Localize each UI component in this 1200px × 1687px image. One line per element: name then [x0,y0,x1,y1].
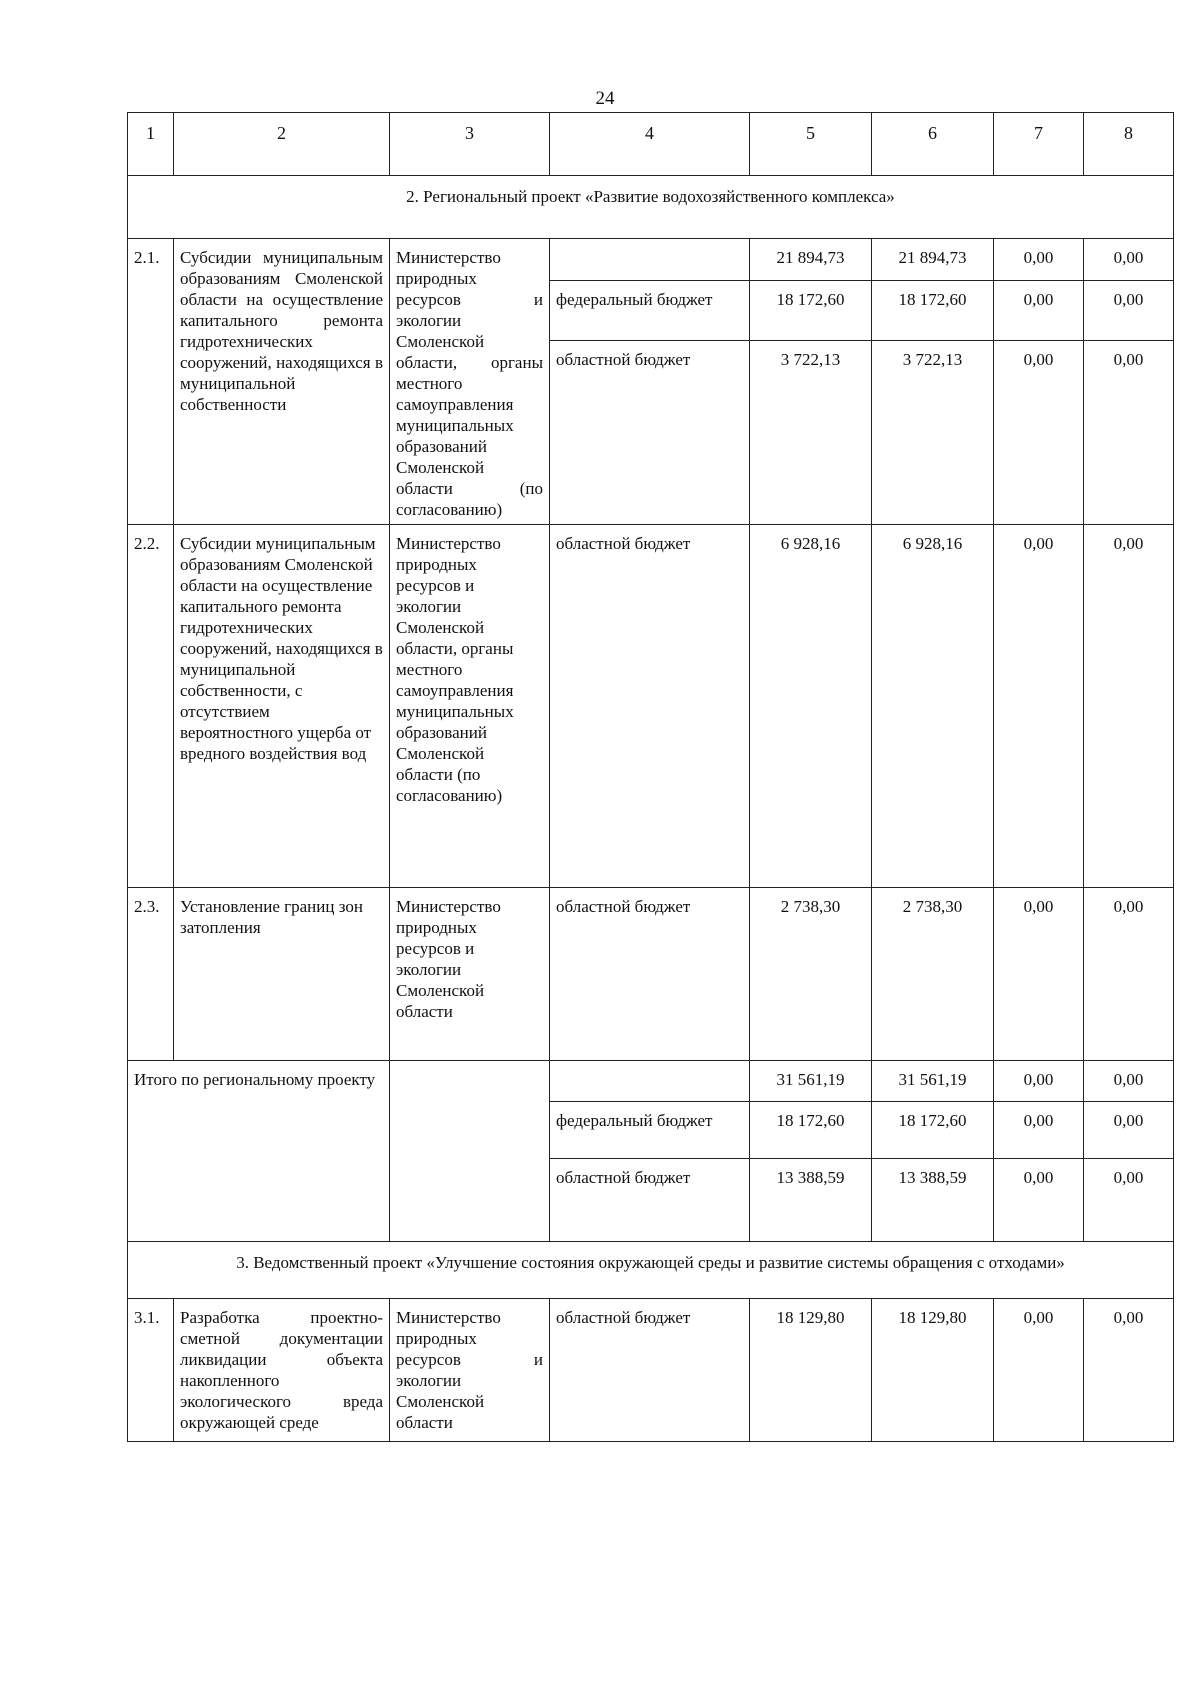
funding-source [550,1061,750,1102]
page-number: 24 [595,88,615,109]
row-number: 2.2. [128,525,174,888]
funding-source: областной бюджет [550,525,750,888]
table-row [128,1061,1174,1102]
section-title: 3. Ведомственный проект «Улучшение состояния окружающей среды и развитие системы обращения с отходами» [128,1242,1174,1299]
value-cell: 0,00 [1084,1299,1174,1442]
value-cell: 0,00 [994,1159,1084,1242]
value-cell: 0,00 [1084,1061,1174,1102]
value-cell: 0,00 [994,1102,1084,1159]
funding-source: федеральный бюджет [550,281,750,340]
value-cell: 18 172,60 [750,1102,872,1159]
value-cell: 0,00 [1084,340,1174,524]
total-label: Итого по региональному проекту [128,1061,390,1242]
column-header: 8 [1084,113,1174,176]
section-title-row [128,1242,1174,1299]
value-cell: 0,00 [994,1061,1084,1102]
value-cell: 0,00 [1084,281,1174,340]
measure-name: Разработка проектно-сметной документации ликвидации объекта накопленного экологического вреда окружающей среде [174,1299,390,1442]
value-cell: 0,00 [994,239,1084,281]
value-cell: 2 738,30 [872,888,994,1061]
section-title-row [128,176,1174,239]
executor: Министерство природных ресурсов и экологии Смоленской области [390,1299,550,1442]
measure-name: Субсидии муниципальным образованиям Смоленской области на осуществление капитального ремонта гидротехнических сооружений, находящихся в муниципальной собственности, с отсутствием вероятностного ущерба от вредного воздействия вод [174,525,390,888]
section-title: 2. Региональный проект «Развитие водохозяйственного комплекса» [128,176,1174,239]
funding-source: областной бюджет [550,340,750,524]
value-cell: 18 129,80 [872,1299,994,1442]
value-cell: 0,00 [1084,239,1174,281]
value-cell: 3 722,13 [750,340,872,524]
value-cell: 6 928,16 [872,525,994,888]
executor: Министерство природных ресурсов и экологии Смоленской области [390,888,550,1061]
row-number: 2.1. [128,239,174,525]
column-header: 3 [390,113,550,176]
value-cell: 0,00 [994,281,1084,340]
value-cell: 18 129,80 [750,1299,872,1442]
column-number-row [128,113,1174,176]
table-row [128,525,1174,888]
value-cell: 13 388,59 [872,1159,994,1242]
value-cell: 0,00 [1084,525,1174,888]
value-cell: 0,00 [1084,1159,1174,1242]
column-header: 6 [872,113,994,176]
column-header: 5 [750,113,872,176]
value-cell: 13 388,59 [750,1159,872,1242]
executor: Министерство природных ресурсов и экологии Смоленской области, органы местного самоуправления муниципальных образований Смоленской области (по согласованию) [390,525,550,888]
value-cell: 21 894,73 [872,239,994,281]
budget-table [127,112,1174,1442]
value-cell: 6 928,16 [750,525,872,888]
table-row [128,888,1174,1061]
value-cell: 0,00 [994,1299,1084,1442]
value-cell: 21 894,73 [750,239,872,281]
funding-source: областной бюджет [550,888,750,1061]
funding-source: областной бюджет [550,1299,750,1442]
value-cell: 0,00 [994,340,1084,524]
column-header: 2 [174,113,390,176]
funding-source: федеральный бюджет [550,1102,750,1159]
executor: Министерство природных ресурсов и экологии Смоленской области, органы местного самоуправления муниципальных образований Смоленской области (по согласованию) [390,239,550,525]
measure-name: Субсидии муниципальным образованиям Смоленской области на осуществление капитального ремонта гидротехнических сооружений, находящихся в муниципальной собственности [174,239,390,525]
funding-source: областной бюджет [550,1159,750,1242]
row-number: 3.1. [128,1299,174,1442]
value-cell: 0,00 [994,525,1084,888]
column-header: 1 [128,113,174,176]
funding-source [550,239,750,281]
value-cell: 0,00 [1084,888,1174,1061]
value-cell: 3 722,13 [872,340,994,524]
column-header: 7 [994,113,1084,176]
value-cell: 18 172,60 [750,281,872,340]
table-row [128,1299,1174,1442]
row-number: 2.3. [128,888,174,1061]
value-cell: 18 172,60 [872,281,994,340]
value-cell: 31 561,19 [872,1061,994,1102]
executor [390,1061,550,1242]
value-cell: 0,00 [994,888,1084,1061]
column-header: 4 [550,113,750,176]
value-cell: 31 561,19 [750,1061,872,1102]
value-cell: 0,00 [1084,1102,1174,1159]
table-row [128,239,1174,281]
value-cell: 18 172,60 [872,1102,994,1159]
value-cell: 2 738,30 [750,888,872,1061]
measure-name: Установление границ зон затопления [174,888,390,1061]
